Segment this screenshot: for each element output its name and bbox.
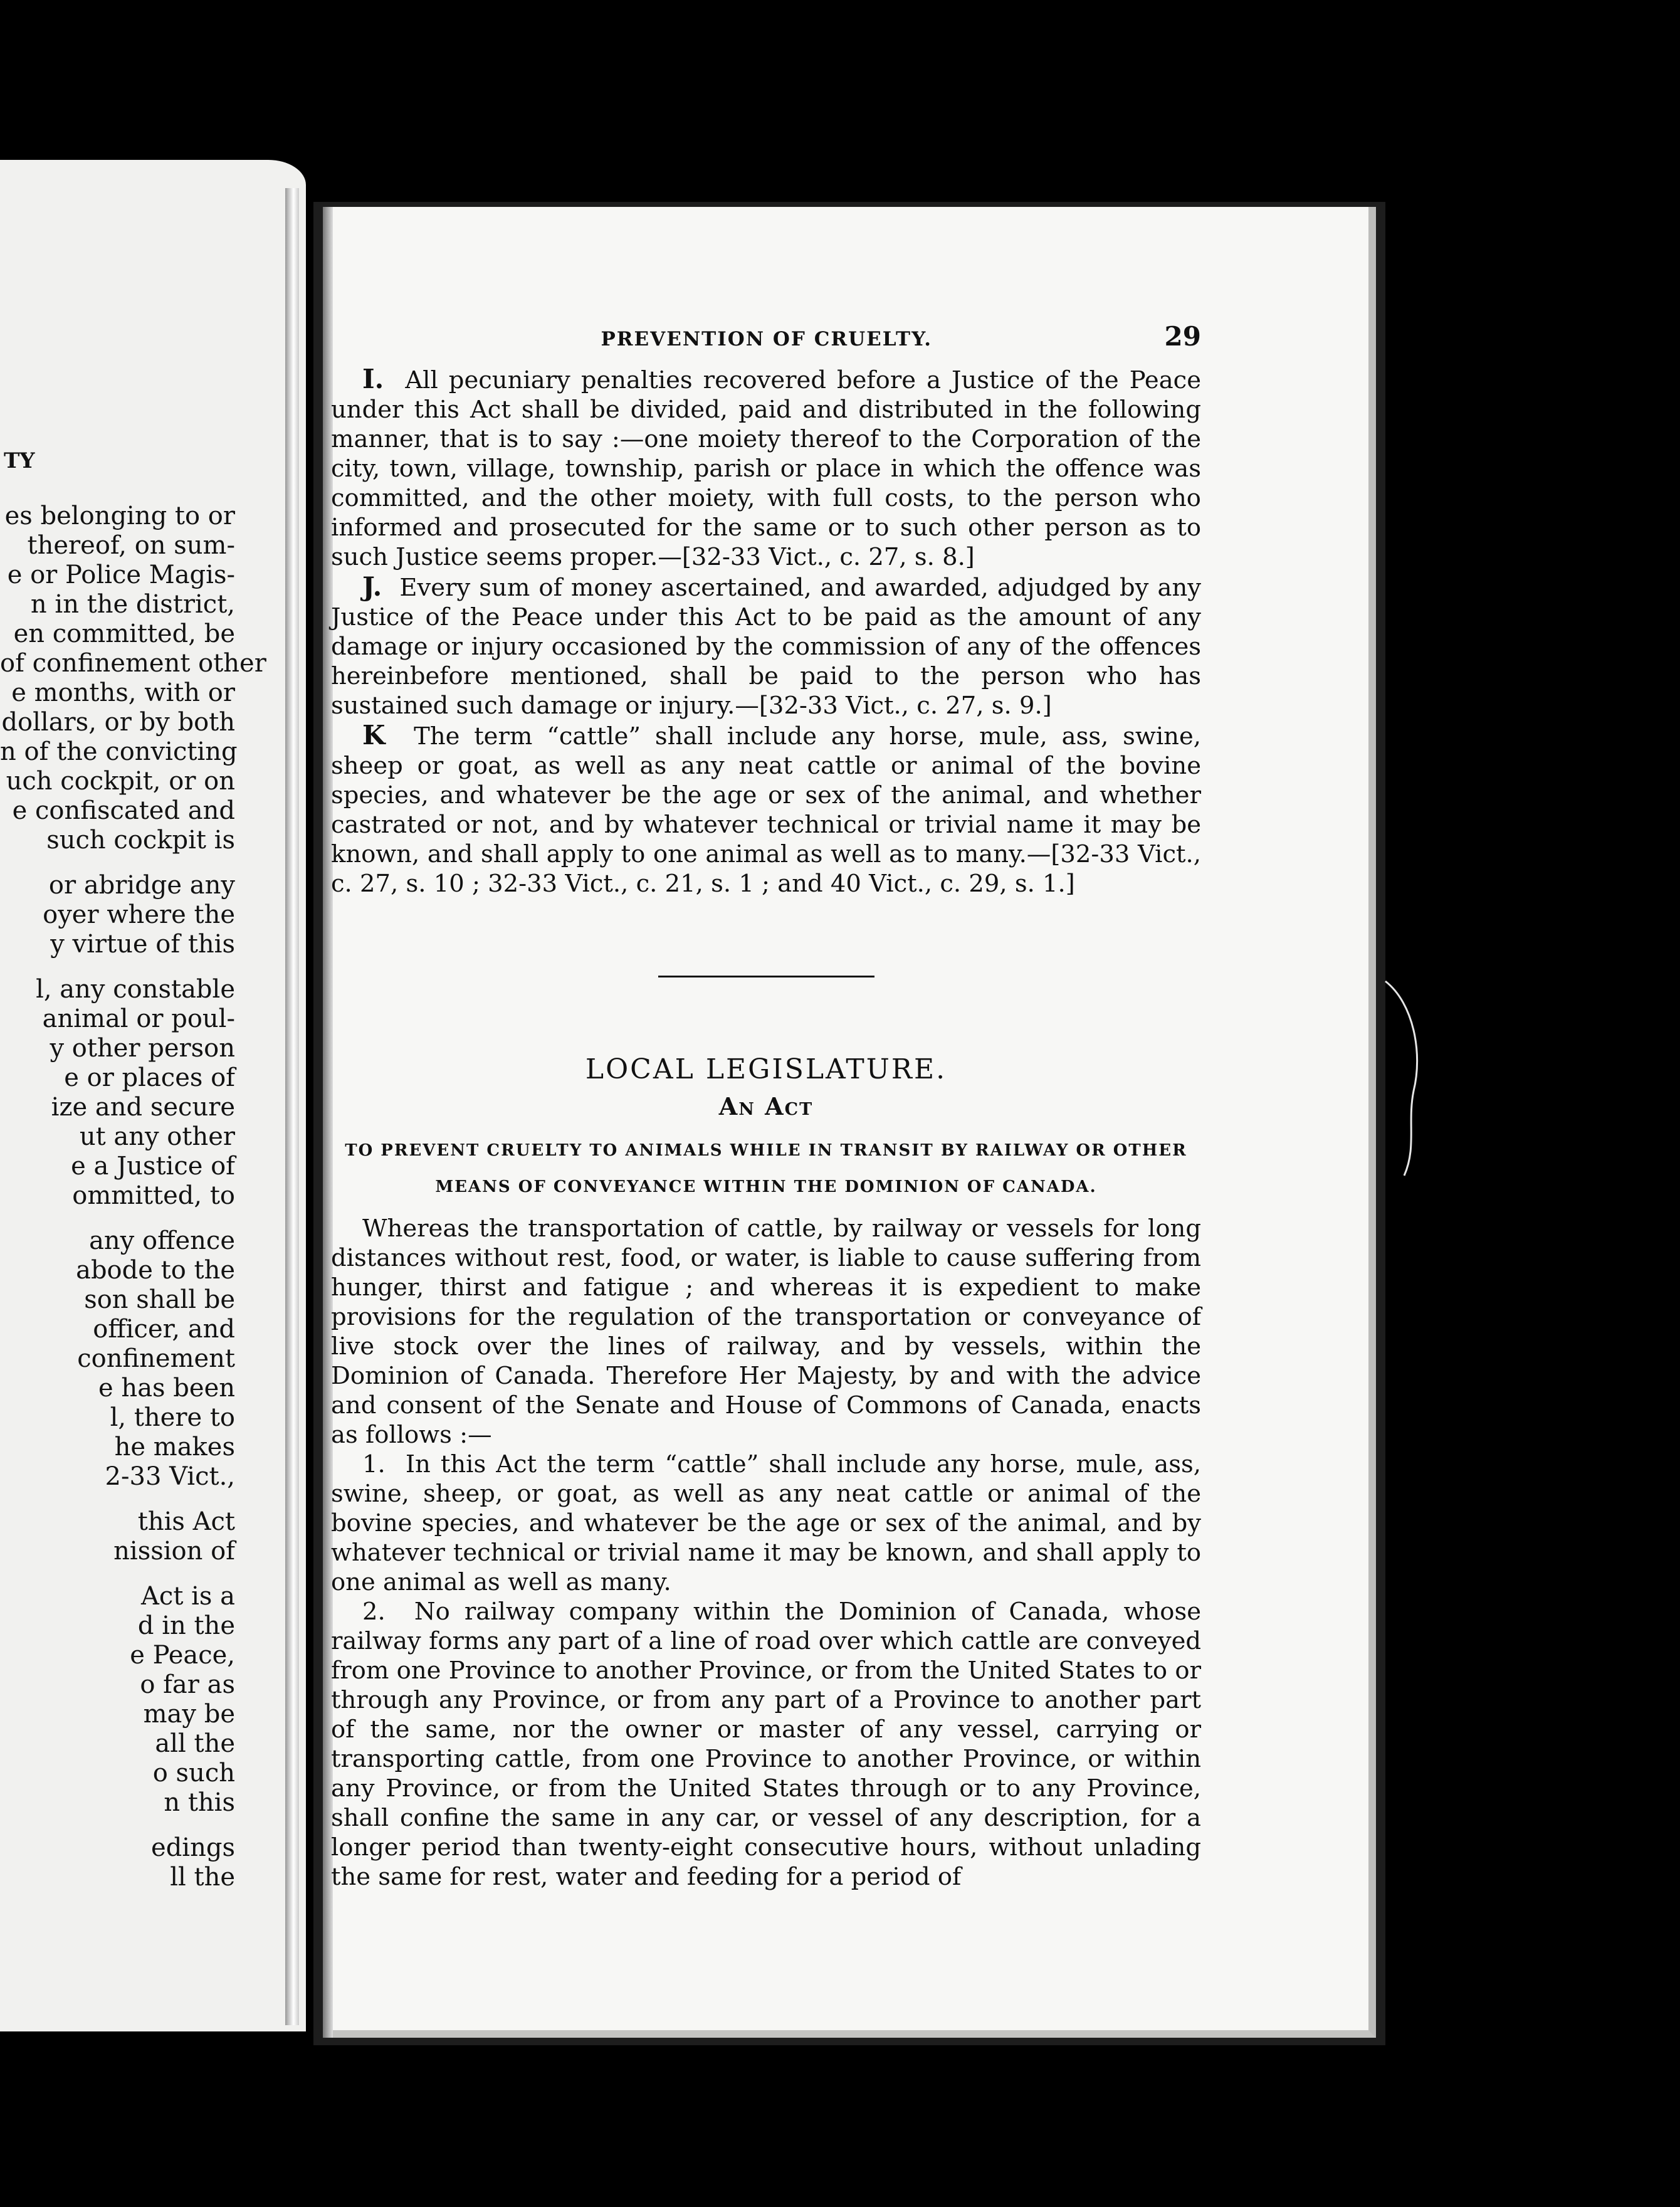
section-j-text: Every sum of money ascertained, and awarded, adjudged by any Justice of the Peace under this Act to be paid as the amount of any damage or injury occasioned by the commission of any of the offences hereinbefore mentioned, shall be paid to the person who has sustained such damage or injury.—[32-33 Vict., c. 27, s. 9.] <box>331 574 1201 720</box>
book-gutter <box>285 188 299 2025</box>
left-page-line: n this <box>164 1788 235 1817</box>
stray-thread <box>1379 978 1436 1179</box>
left-page-line: o such <box>152 1759 235 1788</box>
left-page-line: e months, with or <box>11 678 235 707</box>
section-i-label: I. <box>362 364 384 394</box>
left-page-line: son shall be <box>84 1285 235 1314</box>
left-page-line: Act is a <box>141 1582 235 1611</box>
left-page-line: es belonging to or <box>4 502 235 530</box>
left-page-line: e confiscated and <box>12 796 235 825</box>
left-page-line: any offence <box>89 1226 235 1255</box>
left-page-line: abode to the <box>76 1256 235 1285</box>
left-page-line: thereof, on sum- <box>27 531 235 560</box>
section-i <box>331 364 1201 572</box>
left-page-line: e or places of <box>64 1063 235 1092</box>
left-page-line: this Act <box>137 1507 235 1536</box>
clause-1-number: 1. <box>362 1450 386 1478</box>
left-facing-page <box>0 160 306 2031</box>
left-page-text <box>0 502 266 1892</box>
left-page-line: d in the <box>137 1611 235 1640</box>
left-page-line: oyer where the <box>43 900 235 929</box>
left-page-line: or abridge any <box>48 871 235 900</box>
section-k-label: K <box>362 720 386 751</box>
left-page-line: l, there to <box>110 1403 235 1432</box>
left-running-head: TY <box>4 448 35 473</box>
left-page-line: uch cockpit, or on <box>6 767 235 796</box>
act-title: An Act <box>718 1092 814 1120</box>
running-head <box>331 322 1201 354</box>
page-content <box>331 322 1201 1892</box>
section-divider <box>658 976 874 977</box>
section-k-text: The term “cattle” shall include any horse, mule, ass, swine, sheep or goat, as well as any neat cattle or animal of the bovine species, and whatever be the age or sex of the animal, and whether castrated or not, and by whatever technical or trivial name it may be known, and shall apply to one animal as well as to many.—[32-33 Vict., c. 27, s. 10 ; 32-33 Vict., c. 21, s. 1 ; and 40 Vict., c. 29, s. 1.] <box>331 722 1201 898</box>
left-page-line: o far as <box>140 1670 235 1699</box>
left-page-line: e Peace, <box>130 1641 235 1670</box>
clause-1 <box>331 1450 1201 1597</box>
act-subtitle: TO PREVENT CRUELTY TO ANIMALS WHILE IN TRANSIT BY RAILWAY OR OTHER MEANS OF CONVEYANCE WITHIN THE DOMINION OF CANADA. <box>345 1141 1187 1196</box>
left-page-line: n of the convicting <box>0 737 238 766</box>
section-j-label: J. <box>362 571 382 602</box>
left-page-line: n in the district, <box>30 590 235 619</box>
clause-2-number: 2. <box>362 1598 386 1626</box>
page-number: 29 <box>1164 321 1201 352</box>
left-page-line: edings <box>151 1833 235 1862</box>
left-page-line: of confinement other <box>0 649 266 678</box>
left-page-line: ut any other <box>79 1122 235 1151</box>
clause-2 <box>331 1597 1201 1892</box>
left-page-line: such cockpit is <box>46 826 235 855</box>
section-k <box>331 720 1201 898</box>
local-legislature-heading: LOCAL LEGISLATURE. <box>585 1053 947 1085</box>
left-page-line: nission of <box>113 1537 235 1566</box>
left-page-line: e a Justice of <box>71 1152 235 1181</box>
left-page-line: y other person <box>50 1034 235 1063</box>
section-j <box>331 572 1201 720</box>
left-page-line: e or Police Magis- <box>7 561 235 589</box>
left-page-line: animal or poul- <box>42 1004 235 1033</box>
left-page-line: may be <box>143 1700 235 1729</box>
clause-1-text: In this Act the term “cattle” shall include any horse, mule, ass, swine, sheep, or goat, as well as any neat cattle or animal of the bovine species, and whatever be the age or sex of the animal, and by whatever technical or trivial name it may be known, and shall apply to one animal as well as many. <box>331 1450 1201 1596</box>
section-i-text: All pecuniary penalties recovered before a Justice of the Peace under this Act shall be divided, paid and distributed in the following manner, that is to say :—one moiety thereof to the Corporation of the city, town, village, township, parish or place in which the offence was committed, and the other moiety, with full costs, to the person who informed and prosecuted for the same or to such other person as to such Justice seems proper.—[32-33 Vict., c. 27, s. 8.] <box>331 366 1201 571</box>
left-page-line: 2-33 Vict., <box>105 1462 235 1491</box>
left-page-line: ize and secure <box>51 1093 235 1122</box>
clause-2-text: No railway company within the Dominion of Canada, whose railway forms any part of a line of road over which cattle are conveyed from one Province to another Province, or from the United States to or through any Province, or from any part of a Province to another part of the same, nor the owner or master of any vessel, carrying or transporting cattle, from one Province to another Province, or within any Province, or from the United States through or to any Province, shall confine the same in any car, or vessel of any description, for a longer period than twenty-eight consecutive hours, without unlading the same for rest, water and feeding for a period of <box>331 1598 1201 1891</box>
left-page-line: en committed, be <box>13 619 235 648</box>
left-page-line: officer, and <box>93 1315 235 1344</box>
left-page-line: dollars, or by both <box>1 708 235 737</box>
left-page-line: y virtue of this <box>50 930 235 959</box>
left-page-line: all the <box>155 1729 235 1758</box>
running-title: PREVENTION OF CRUELTY. <box>601 328 933 350</box>
left-page-line: ommitted, to <box>72 1181 235 1210</box>
left-page-line: ll the <box>170 1863 235 1892</box>
left-page-line: e has been <box>98 1374 235 1403</box>
act-preamble: Whereas the transportation of cattle, by railway or vessels for long distances without rest, food, or water, is liable to cause suffering from hunger, thirst and fatigue ; and whereas it is expedient to make provisions for the regulation of the transportation or conveyance of live stock over the lines of railway, and by vessels, within the Dominion of Canada. Therefore Her Majesty, by and with the advice and consent of the Senate and House of Commons of Canada, enacts as follows :— <box>331 1214 1201 1449</box>
left-page-line: l, any constable <box>36 975 235 1004</box>
left-page-line: he makes <box>114 1433 235 1462</box>
left-page-line: confinement <box>77 1344 235 1373</box>
